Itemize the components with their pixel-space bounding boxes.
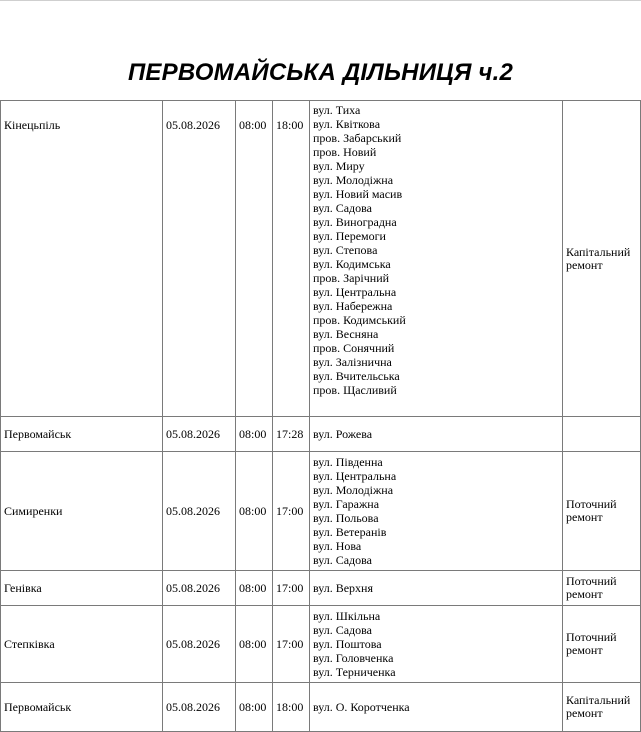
location-cell: Кінецьпіль (1, 101, 163, 417)
street-list (313, 455, 559, 567)
streets-cell (310, 101, 563, 417)
end-time-cell: 17:00 (273, 606, 310, 683)
table-row (1, 452, 641, 571)
date-cell: 05.08.2026 (163, 683, 236, 732)
work-type-cell (563, 101, 641, 417)
street-item: вул. Молодіжна (313, 483, 394, 497)
street-item: вул. Молодіжна (313, 173, 394, 187)
work-type-cell (563, 452, 641, 571)
start-time-cell: 08:00 (236, 606, 273, 683)
street-item: вул. Перемоги (313, 229, 386, 243)
table-row (1, 571, 641, 606)
street-item: пров. Новий (313, 145, 377, 159)
end-time-cell: 18:00 (273, 101, 310, 417)
street-item: вул. Верхня (313, 581, 373, 595)
street-item: вул. Садова (313, 201, 372, 215)
street-item: вул. Шкільна (313, 609, 381, 623)
location-cell: Первомайськ (1, 683, 163, 732)
street-item: вул. Центральна (313, 285, 397, 299)
end-time-cell: 17:28 (273, 417, 310, 452)
street-item: вул. Поштова (313, 637, 382, 651)
street-item: вул. О. Коротченка (313, 700, 410, 714)
street-item: вул. Гаражна (313, 497, 380, 511)
street-item: пров. Зарічний (313, 271, 390, 285)
street-item: пров. Кодимський (313, 313, 406, 327)
street-item: вул. Степова (313, 243, 378, 257)
street-item: вул. Нова (313, 539, 362, 553)
start-time-cell: 08:00 (236, 571, 273, 606)
work-type-cell (563, 683, 641, 732)
location-cell: Симиренки (1, 452, 163, 571)
start-time-cell: 08:00 (236, 101, 273, 417)
street-item: пров. Щасливий (313, 383, 397, 397)
street-item: вул. Рожева (313, 427, 373, 441)
location-cell: Генівка (1, 571, 163, 606)
street-item: пров. Забарський (313, 131, 402, 145)
work-type-line: Поточний (566, 630, 617, 644)
start-time-cell: 08:00 (236, 417, 273, 452)
end-time-cell: 18:00 (273, 683, 310, 732)
date-cell: 05.08.2026 (163, 452, 236, 571)
street-list (313, 427, 559, 441)
street-item: вул. Садова (313, 623, 372, 637)
street-list (313, 700, 559, 714)
start-time-cell: 08:00 (236, 452, 273, 571)
work-type-line: Капітальний (566, 244, 631, 259)
street-item: вул. Кодимська (313, 257, 391, 271)
streets-cell (310, 683, 563, 732)
streets-cell (310, 606, 563, 683)
work-type-line: Поточний (566, 497, 617, 511)
street-item: вул. Південна (313, 455, 383, 469)
street-item: вул. Терниченка (313, 665, 396, 679)
street-item: пров. Сонячний (313, 341, 395, 355)
street-list (313, 581, 559, 595)
street-item: вул. Весняна (313, 327, 379, 341)
table-row (1, 606, 641, 683)
location-cell: Степківка (1, 606, 163, 683)
work-type-cell (563, 571, 641, 606)
street-item: вул. Польова (313, 511, 379, 525)
table-row (1, 683, 641, 732)
top-divider (0, 0, 641, 1)
work-type-cell (563, 417, 641, 452)
streets-cell (310, 571, 563, 606)
street-item: вул. Залізнична (313, 355, 392, 369)
street-item: вул. Новий масив (313, 187, 403, 201)
work-type-line: Поточний (566, 574, 617, 588)
street-item: вул. Тиха (313, 103, 361, 117)
date-cell: 05.08.2026 (163, 571, 236, 606)
date-cell: 05.08.2026 (163, 606, 236, 683)
work-type-line: ремонт (566, 643, 603, 657)
street-item: вул. Виноградна (313, 215, 397, 229)
work-type-line: Капітальний (566, 693, 631, 707)
street-item: вул. Садова (313, 553, 372, 567)
table-row (1, 417, 641, 452)
start-time-cell: 08:00 (236, 683, 273, 732)
streets-cell (310, 452, 563, 571)
table-row (1, 101, 641, 417)
outage-schedule-table (0, 100, 641, 732)
location-cell: Первомайськ (1, 417, 163, 452)
street-item: вул. Набережна (313, 299, 393, 313)
street-list (313, 609, 559, 679)
work-type-line: ремонт (566, 257, 603, 272)
work-type-line: ремонт (566, 587, 603, 601)
street-item: вул. Вчительська (313, 369, 400, 383)
end-time-cell: 17:00 (273, 452, 310, 571)
street-item: вул. Центральна (313, 469, 397, 483)
street-item: вул. Ветеранів (313, 525, 387, 539)
street-item: вул. Миру (313, 159, 365, 173)
work-type-line: ремонт (566, 706, 603, 720)
work-type-cell (563, 606, 641, 683)
street-item: вул. Квіткова (313, 117, 381, 131)
street-item: вул. Головченка (313, 651, 394, 665)
end-time-cell: 17:00 (273, 571, 310, 606)
page-title: ПЕРВОМАЙСЬКА ДІЛЬНИЦЯ ч.2 (127, 59, 514, 86)
street-list (313, 103, 559, 397)
date-cell: 05.08.2026 (163, 417, 236, 452)
work-type-line: ремонт (566, 510, 603, 524)
date-cell: 05.08.2026 (163, 101, 236, 417)
streets-cell (310, 417, 563, 452)
